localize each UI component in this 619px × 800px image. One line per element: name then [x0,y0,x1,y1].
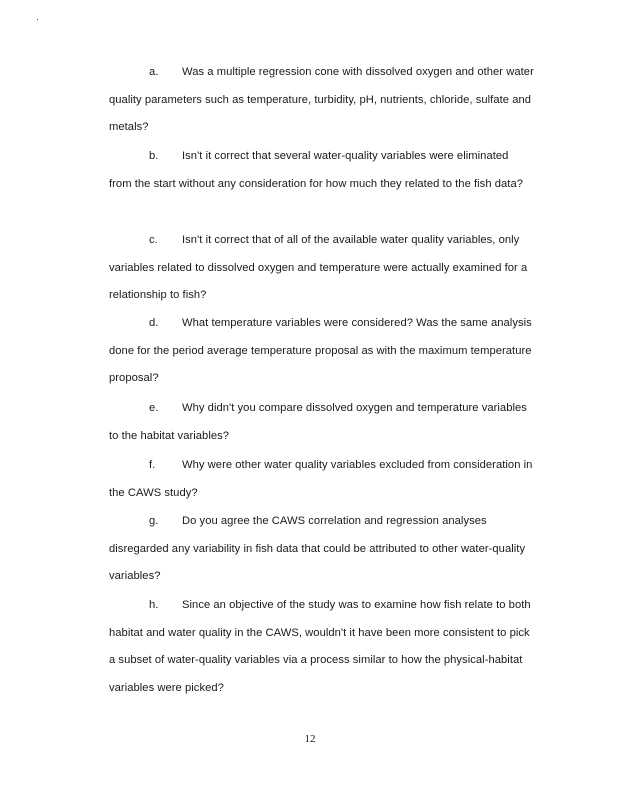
question-letter: c. [149,234,158,246]
question-letter: f. [149,459,156,471]
question-text: Isn't it correct that of all of the available water quality variables, only variables related to dissolved oxygen and temperature were actually examined for a relationship to fish? [109,234,528,301]
question-letter: d. [149,317,159,329]
question-letter: a. [149,66,159,78]
page-number: 12 [304,733,316,745]
question-a [109,59,534,142]
scan-speck [37,19,38,20]
question-letter: h. [149,599,159,611]
question-h [109,592,537,702]
question-text: Do you agree the CAWS correlation and regression analyses disregarded any variability in fish data that could be attributed to other water-quality variables? [109,515,526,582]
question-text: Why didn't you compare dissolved oxygen and temperature variables to the habitat variables? [109,402,527,442]
question-letter: b. [149,150,159,162]
question-text: Why were other water quality variables excluded from consideration in the CAWS study? [109,459,533,499]
question-letter: g. [149,515,159,527]
question-text: Since an objective of the study was to examine how fish relate to both habitat and water quality in the CAWS, wouldn't it have been more consistent to pick a subset of water-quality variables via a process similar to how the physical-habitat variables were picked? [109,599,531,694]
question-text: Isn't it correct that several water-quality variables were eliminated from the start without any consideration for how much they related to the fish data? [109,150,524,190]
question-b [109,143,529,198]
question-c [109,227,529,310]
question-text: What temperature variables were considered? Was the same analysis done for the period average temperature proposal as with the maximum temperature proposal? [109,317,532,384]
question-e [109,395,529,450]
question-d [109,310,537,393]
question-letter: e. [149,402,159,414]
question-g [109,508,529,591]
question-text: Was a multiple regression cone with dissolved oxygen and other water quality parameters such as temperature, turbidity, pH, nutrients, chloride, sulfate and metals? [109,66,534,133]
question-f [109,452,547,507]
